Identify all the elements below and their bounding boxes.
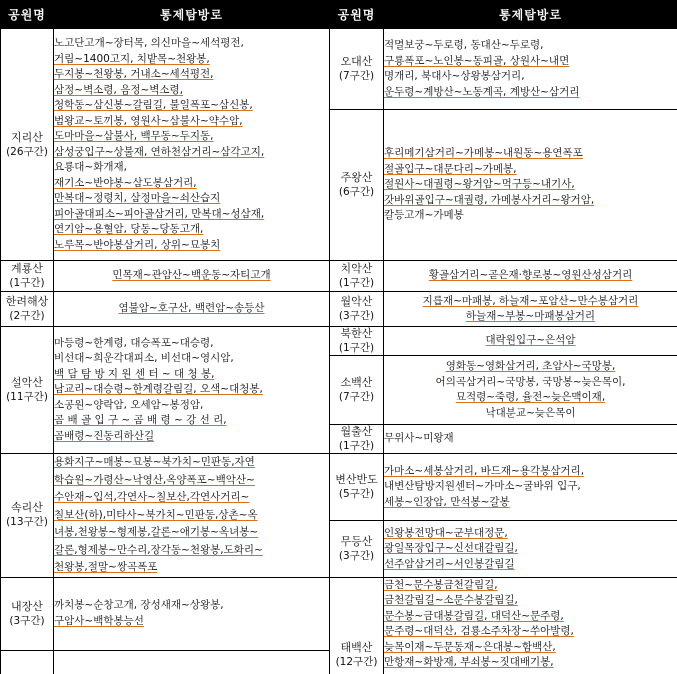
park-cell-right-9 [330,577,384,674]
course-cell-right-8 [384,521,677,577]
park-name: 오대산 [340,55,373,68]
course-line: 하늘재~부봉~마패봉삼거리 [465,310,596,322]
course-cell-right-0 [384,29,677,110]
course-line: 절원사~대궐령~왕거암~먹구등~내기사, [384,178,575,191]
course-line: 광일목장입구~신선대갈림길, [384,542,518,555]
park-name: 속리산 [11,501,43,515]
park-name: 한려해상 [5,295,49,308]
course-line: 만복대~정령치, 삼정마을~쇠산습지 [54,192,221,204]
park-name: 변산반도 [335,473,378,487]
header-park-right: 공원명 [330,1,384,29]
course-line: 연기암~용혈암, 당동~당동고개, [54,223,204,235]
course-cell-left-1 [54,261,330,292]
course-line: 갓바위골입구~대궐령, 가메봉사거리~왕거암, [384,193,595,206]
course-line: 칠보산(하),미타사~북가치~민판동,상촌~옥 [54,508,258,521]
park-cell-left-1 [1,261,54,292]
course-line: 내변산탐방지원센터~가마소~굴바위 입구, [384,480,581,493]
park-name: 설악산 [11,376,43,389]
park-name: 북한산 [340,327,373,340]
section-count: (11구간) [6,391,48,403]
course-line: 대락원입구~은석암 [485,334,576,347]
course-line: 비선대~희운각대피소, 비선대~영시암, [54,352,234,365]
course-line: 갈론,형제봉~만수리,장각동~천왕봉,도화리~ [54,543,263,556]
course-line: 문주령~대덕산, 검룡소주차장~쑤아발령, [384,625,574,637]
course-line: 늦목이재~두문동재~은대봉~함백산, [384,640,556,653]
course-line: 만항재~화방재, 부쇠봉~짓대배기봉, [384,656,554,668]
section-count: (3구간) [9,614,45,627]
course-cell-left-0 [54,29,330,261]
course-line: 까치봉~순창고개, 장성새재~상왕봉, [54,599,224,611]
course-line: 거림~1400고지, 치밭목~천왕봉, [54,52,210,65]
course-line: 세봉~인장암, 만석봉~갈봉 [384,495,510,508]
course-cell-left-5 [54,577,330,650]
header-course-left: 통제탐방로 [54,1,330,29]
course-line: 재기소~반야봉~삼도봉삼거리, [54,176,197,189]
course-line: 명개리, 북대사~상왕봉삼거리, [384,70,525,82]
course-cell-left-3 [54,327,330,454]
course-cell-left-2 [54,292,330,327]
course-line: 절골입구~대문다리~가메봉, [384,162,517,175]
park-cell-left-5 [1,577,54,650]
section-count: (26구간) [6,145,48,158]
course-line: 노루목~반야봉삼거리, 상위~묘봉치 [54,238,221,251]
park-name: 지리산 [11,130,43,144]
course-line: 염불암~호구산, 백련암~송등산 [118,302,265,315]
course-cell-right-2 [384,261,677,292]
section-count: (2구간) [9,310,45,322]
park-cell-left-0 [1,29,54,261]
course-cell-right-5 [384,356,677,425]
course-line: 피아골대피소~피아골삼거리, 만복대~성삼재, [54,207,265,220]
park-name: 월출산 [340,425,373,438]
park-name: 태백산 [340,640,373,654]
park-name: 계룡산 [11,262,43,275]
park-cell-left-3 [1,327,54,454]
park-name: 주왕산 [340,171,373,184]
park-cell-right-5 [330,356,384,425]
course-line: 남교리~대승령~한계령갈림길, 오색~대청봉, [54,383,263,396]
course-line: 도마마을~삼불사, 백무동~두지동, [54,130,214,142]
section-count: (3구간) [338,549,375,562]
empty-course-cell [54,650,330,674]
course-cell-right-6 [384,425,677,454]
course-line: 청학동~삼신봉~갈림길, 불일폭포~삼신봉, [54,99,253,111]
park-cell-right-6 [330,425,384,454]
course-line: 용화지구~매봉~묘봉~북가치~민판동,자연 [54,456,255,468]
section-count: (1구간) [338,342,375,354]
course-line: 운두령~계방산~노동계곡, 계방산~삼거리 [384,85,580,98]
park-cell-right-0 [330,29,384,110]
park-cell-right-2 [330,261,384,292]
course-line: 선주암삼거리~서인봉갈림길 [384,557,515,570]
course-line: 지릅재~마패봉, 하늘재~포암산~만수봉삼거리 [422,294,639,307]
course-line: 구암사~백학봉능선 [54,614,144,627]
header-park-left: 공원명 [1,1,54,29]
section-count: (3구간) [338,310,375,322]
course-line: 구룡폭포~노인봉~동피골, 상원사~내면 [384,54,570,67]
course-line: 무위사~미왕재 [384,432,454,445]
course-line: 곰배령~진동리하산길 [54,429,155,442]
course-cell-left-4 [54,454,330,578]
park-cell-right-4 [330,327,384,356]
empty-park-cell [1,650,54,674]
section-count: (7구간) [338,70,375,82]
course-line: 적멸보궁~두로령, 동대산~두로령, [384,39,544,51]
park-name: 내장산 [11,599,43,613]
park-name: 치악산 [340,262,373,275]
course-line: 가마소~세봉삼거리, 바드재~용각봉삼거리, [384,464,585,477]
course-cell-right-9 [384,577,677,674]
park-name: 월악산 [340,295,373,308]
course-line: 마등령~한계령, 대승폭포~대승령, [54,336,214,349]
course-line: 금천~문수봉금천갈림길, [384,578,498,591]
section-count: (1구간) [338,440,375,452]
course-line: 삼정~벽소령, 음정~벽소령, [54,83,184,96]
section-count: (6구간) [338,186,375,198]
course-line: 삼성궁입구~상불재, 연하천삼거리~삼각고지, [54,145,265,158]
course-line: 금천갈림길~소문수봉갈림길, [384,594,518,606]
park-cell-right-7 [330,454,384,521]
course-line: 학습원~가령산~낙영산,옥양폭포~백악산~ [54,473,255,486]
course-line: 민목재~관암산~백운동~자티고개 [112,269,271,282]
course-line: 어의곡삼거리~국망봉, 국망봉~늦은목이, [435,375,626,388]
park-cell-right-1 [330,110,384,261]
course-line: 천왕봉,절말~쌍곡폭포 [54,561,158,573]
park-cell-right-3 [330,292,384,327]
course-line: 곰 배 골 입 구 ~ 곰 배 령 ~ 강 선 리, [54,414,227,427]
course-line: 노고단고개~장터목, 의신마을~세석평전, [54,37,244,49]
course-line: 문수봉~금대봉갈림길, 대덕산~문주령, [384,609,564,622]
course-line: 인왕봉전망대~군부대정문, [384,526,508,539]
course-line: 범왕교~토끼봉, 영원사~삼불사~약수암, [54,114,243,127]
course-line: 두지봉~천왕봉, 거내소~세석평전, [54,68,214,80]
course-line: 녀봉,천왕봉~형제봉,갈론~애기봉~옥녀봉~ [54,526,259,538]
course-line: 칼등고개~가메봉 [384,209,464,222]
header-row [1,1,677,29]
section-count: (7구간) [338,391,375,403]
course-line: 낙대분교~늦은목이 [485,406,576,419]
course-cell-right-3 [384,292,677,327]
section-count: (13구간) [6,516,48,529]
course-line: 소공원~양락암, 오세암~봉정암, [54,398,204,411]
park-cell-left-4 [1,454,54,578]
course-cell-right-4 [384,327,677,356]
course-line: 후리메기삼거리~가메봉~내원동~용연폭포 [384,147,583,160]
course-line: 요룡대~화개재, [54,161,127,173]
section-count: (1구간) [338,277,375,289]
course-line: 수안재~입석,각연사~칠보산,각연사거리~ [54,491,250,503]
course-cell-right-1 [384,110,677,261]
section-count: (12구간) [335,655,378,668]
course-line: 영화동~영화삼거리, 초암사~국망봉, [445,360,616,372]
course-line: 백 담 탐 방 지 원 센 터 ~ 대 청 봉, [54,367,215,380]
park-name: 소백산 [340,376,373,389]
park-name: 무등산 [340,534,373,548]
course-cell-right-7 [384,454,677,521]
course-line: 황골삼거리~곧은재·향로봉~영원산성삼거리 [428,269,633,282]
course-line: 묘적령~죽령, 율전~늦은맥이재, [455,391,606,403]
park-cell-right-8 [330,521,384,577]
header-course-right: 통제탐방로 [384,1,677,29]
park-cell-left-2 [1,292,54,327]
section-count: (5구간) [338,488,375,501]
section-count: (1구간) [9,277,45,289]
